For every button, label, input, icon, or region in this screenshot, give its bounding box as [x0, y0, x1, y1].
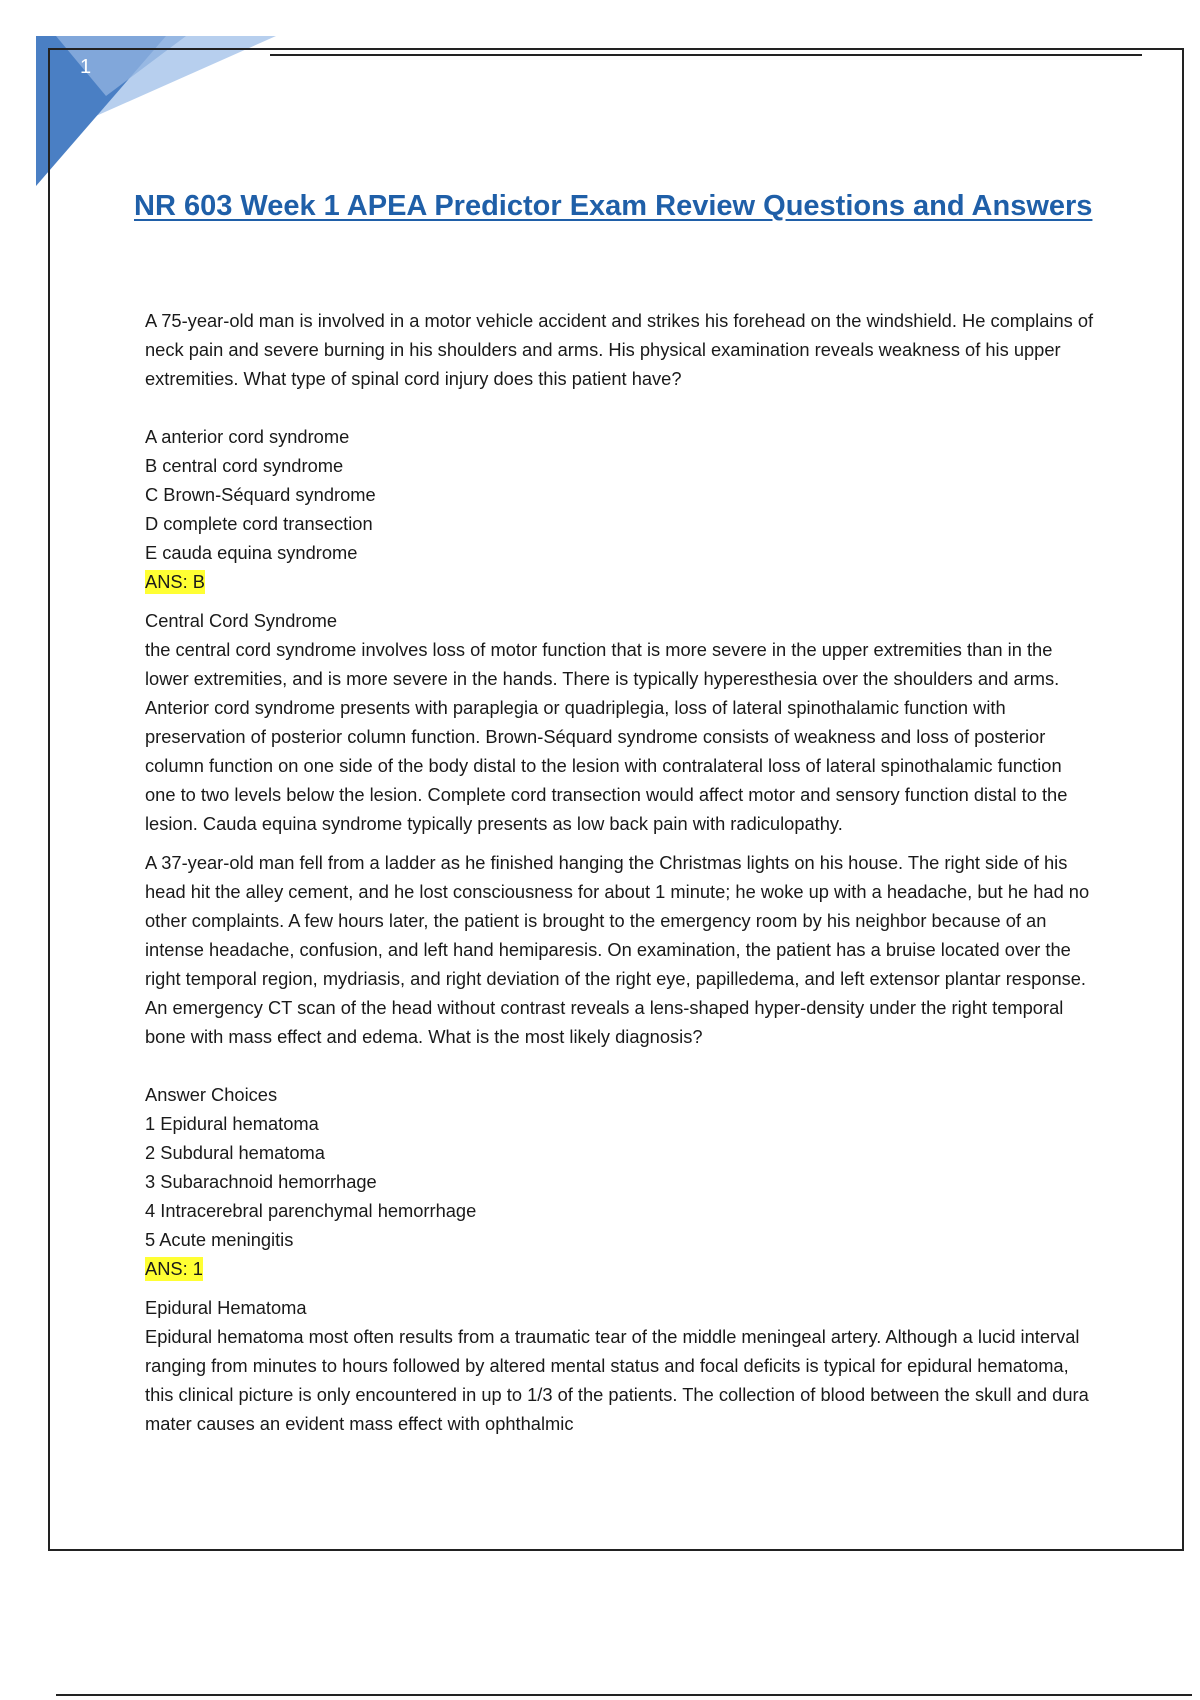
question-1-option-e: E cauda equina syndrome: [145, 542, 358, 563]
question-2-option-2: 2 Subdural hematoma: [145, 1142, 325, 1163]
question-2-explanation-title: Epidural Hematoma: [145, 1297, 307, 1318]
question-1-option-b: B central cord syndrome: [145, 455, 344, 476]
question-2-option-3: 3 Subarachnoid hemorrhage: [145, 1171, 377, 1192]
question-2-explanation: Epidural hematoma most often results from a traumatic tear of the middle meningeal artery. Although a lucid interval ranging from minutes to hours followed by altered mental status and focal deficits is typical for epidural hematoma, this clinical picture is only encountered in up to 1/3 of the patients. The collection of blood between the skull and dura mater causes an evident mass effect with ophthalmic: [145, 1326, 1089, 1434]
question-2-choices-label: Answer Choices: [145, 1084, 278, 1105]
page-number: 1: [80, 56, 92, 78]
document-body: [145, 306, 1095, 1438]
question-2-option-1: 1 Epidural hematoma: [145, 1113, 319, 1134]
question-1-explanation: the central cord syndrome involves loss of motor function that is more severe in the upper extremities than in the lower extremities, and is more severe in the hands. There is typically hyperesthesia over the shoulders and arms. Anterior cord syndrome presents with paraplegia or quadriplegia, loss of lateral spinothalamic function with preservation of posterior column function. Brown-Séquard syndrome consists of weakness and loss of posterior column function on one side of the body distal to the lesion with contralateral loss of lateral spinothalamic function one to two levels below the lesion. Complete cord transection would affect motor and sensory function distal to the lesion. Cauda equina syndrome typically presents as low back pain with radiculopathy.: [145, 639, 1068, 834]
question-1-answer: ANS: B: [145, 571, 205, 592]
question-2-answer: ANS: 1: [145, 1258, 203, 1279]
question-1-option-d: D complete cord transection: [145, 513, 373, 534]
question-2-option-5: 5 Acute meningitis: [145, 1229, 294, 1250]
document-title: NR 603 Week 1 APEA Predictor Exam Review Questions and Answers: [134, 190, 1093, 222]
question-1-option-a: A anterior cord syndrome: [145, 426, 350, 447]
question-1-option-c: C Brown-Séquard syndrome: [145, 484, 376, 505]
question-1-explanation-title: Central Cord Syndrome: [145, 610, 338, 631]
footer-rule: [56, 1694, 1192, 1696]
question-2-stem: A 37-year-old man fell from a ladder as he finished hanging the Christmas lights on his house. The right side of his head hit the alley cement, and he lost consciousness for about 1 minute; he woke up with a headache, but he had no other complaints. A few hours later, the patient is brought to the emergency room by his neighbor because of an intense headache, confusion, and left hand hemiparesis. On examination, the patient has a bruise located over the right temporal region, mydriasis, and right deviation of the right eye, papilledema, and left extensor plantar response. An emergency CT scan of the head without contrast reveals a lens-shaped hyper-density under the right temporal bone with mass effect and edema. What is the most likely diagnosis?: [145, 852, 1090, 1047]
question-1-stem: A 75-year-old man is involved in a motor vehicle accident and strikes his forehead on the windshield. He complains of neck pain and severe burning in his shoulders and arms. His physical examination reveals weakness of his upper extremities. What type of spinal cord injury does this patient have?: [145, 310, 1094, 389]
question-2-option-4: 4 Intracerebral parenchymal hemorrhage: [145, 1200, 477, 1221]
